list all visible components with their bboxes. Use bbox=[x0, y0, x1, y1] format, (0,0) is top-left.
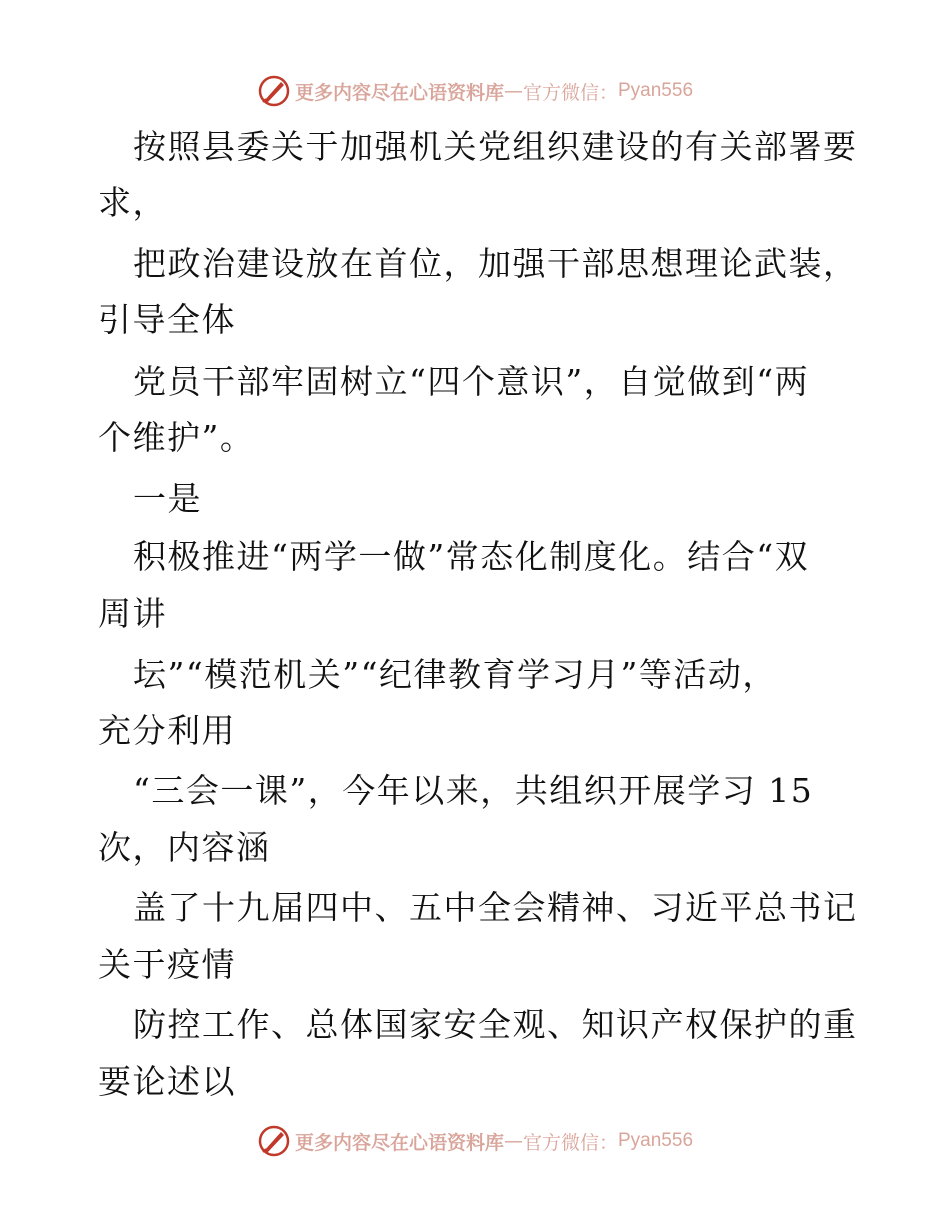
watermark-title: 更多内容尽在心语资料库 bbox=[294, 81, 504, 104]
footer-watermark bbox=[0, 1121, 950, 1161]
text-line: 防控工作、总体国家安全观、知识产权保护的重 bbox=[133, 1005, 858, 1044]
text-line: 个维护”。 bbox=[98, 418, 255, 457]
text-line: 求， bbox=[98, 183, 167, 222]
quill-logo-icon bbox=[257, 1124, 291, 1158]
text-line: 盖了十九届四中、五中全会精神、习近平总书记 bbox=[133, 888, 858, 927]
text-line: 坛”“模范机关”“纪律教育学习月”等活动， bbox=[133, 655, 777, 694]
watermark-wechat-id: Pyan556 bbox=[618, 1130, 694, 1151]
text-line: 党员干部牢固树立“四个意识”，自觉做到“两 bbox=[133, 362, 810, 401]
watermark-separator: — bbox=[503, 80, 523, 102]
text-line: 积极推进“两学一做”常态化制度化。结合“双 bbox=[133, 537, 810, 576]
text-line: 要论述以 bbox=[98, 1062, 236, 1101]
text-line: 次，内容涵 bbox=[98, 828, 271, 867]
text-line: 充分利用 bbox=[98, 711, 236, 750]
watermark-wechat-id: Pyan556 bbox=[618, 80, 694, 101]
text-line: 按照县委关于加强机关党组织建设的有关部署要 bbox=[133, 127, 858, 166]
quill-logo-icon bbox=[257, 74, 291, 108]
text-line: 引导全体 bbox=[98, 300, 236, 339]
text-line: 周讲 bbox=[98, 594, 167, 633]
text-line: 关于疫情 bbox=[98, 945, 236, 984]
watermark-wechat-label: 官方微信： bbox=[522, 81, 618, 104]
text-line: “三会一课”，今年以来，共组织开展学习 15 bbox=[133, 771, 814, 810]
text-line: 一是 bbox=[133, 479, 202, 518]
watermark-title: 更多内容尽在心语资料库 bbox=[294, 1131, 504, 1154]
text-line: 把政治建设放在首位，加强干部思想理论武装， bbox=[133, 244, 858, 283]
header-watermark bbox=[0, 71, 950, 111]
watermark-separator: — bbox=[503, 1130, 523, 1152]
watermark-wechat-label: 官方微信： bbox=[522, 1131, 618, 1154]
